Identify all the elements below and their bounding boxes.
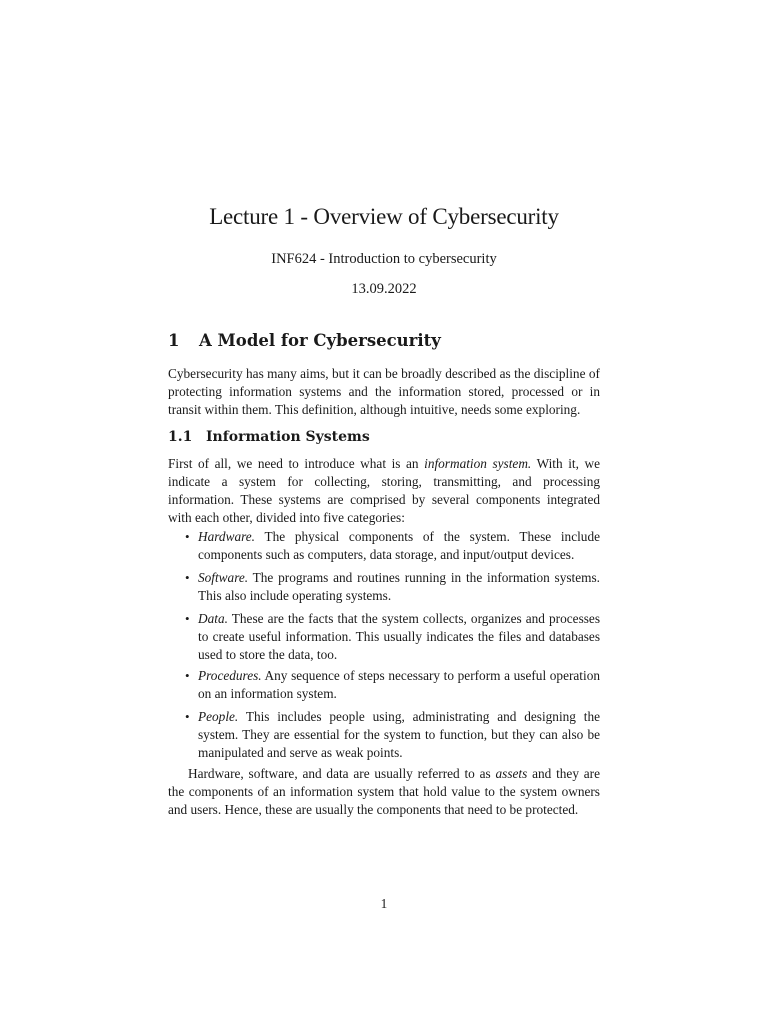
list-item-text: This includes people using, administrating and designing the system. They are essential for the system to function, but they can also be manipulated and serve as weak points. <box>198 709 600 760</box>
document-date: 13.09.2022 <box>351 281 417 297</box>
section-title: A Model for Cybersecurity <box>199 331 441 350</box>
list-item-term: Procedures. <box>198 668 262 683</box>
intro-text-start: First of all, we need to introduce what is an <box>168 456 425 471</box>
list-item-text: These are the facts that the system collects, organizes and processes to create useful information. This usually indicates the files and databases used to store the data, too. <box>198 611 600 662</box>
list-item-term: Software. <box>198 570 249 585</box>
list-item-term: Hardware. <box>198 529 256 544</box>
closing-paragraph <box>168 765 600 819</box>
list-item <box>185 667 600 703</box>
course-name: INF624 - Introduction to cybersecurity <box>271 251 497 267</box>
intro-emphasis: information system. <box>424 456 532 471</box>
closing-emphasis: assets <box>495 766 528 781</box>
bullet-icon: • <box>185 529 190 544</box>
bullet-icon: • <box>185 611 190 626</box>
list-item-text: The physical components of the system. These include components such as computers, data storage, and input/output devices. <box>198 529 600 562</box>
subsection-intro-paragraph <box>168 455 600 527</box>
list-item-term: Data. <box>198 611 228 626</box>
list-item-text: The programs and routines running in the information systems. This also include operating systems. <box>198 570 600 603</box>
intro-text-end: With it, we indicate a system for collecting, storing, transmitting, and processing information. These systems are comprised by several components integrated with each other, divided into five categories: <box>168 456 600 525</box>
closing-text-start: Hardware, software, and data are usually referred to as <box>188 766 496 781</box>
bullet-icon: • <box>185 709 190 724</box>
list-item <box>185 569 600 605</box>
page-number: 1 <box>380 896 388 911</box>
bullet-icon: • <box>185 570 190 585</box>
list-item <box>185 610 600 664</box>
section-number: 1 <box>168 331 180 350</box>
list-item <box>185 528 600 564</box>
subsection-title: Information Systems <box>206 429 370 445</box>
list-item-text: Any sequence of steps necessary to perform a useful operation on an information system. <box>198 668 600 701</box>
bullet-icon: • <box>185 668 190 683</box>
subsection-heading <box>168 429 370 445</box>
section-heading <box>168 331 441 350</box>
closing-text-end: and they are the components of an information system that hold value to the system owners and users. Hence, these are usually the components that need to be protected. <box>168 766 600 817</box>
list-item <box>185 708 600 762</box>
document-title: Lecture 1 - Overview of Cybersecurity <box>209 204 559 229</box>
list-item-term: People. <box>198 709 239 724</box>
intro-paragraph: Cybersecurity has many aims, but it can be broadly described as the discipline of protecting information systems and the information stored, processed or in transit within them. This definition, although intuitive, needs some exploring. <box>168 366 600 417</box>
subsection-number: 1.1 <box>168 429 193 445</box>
